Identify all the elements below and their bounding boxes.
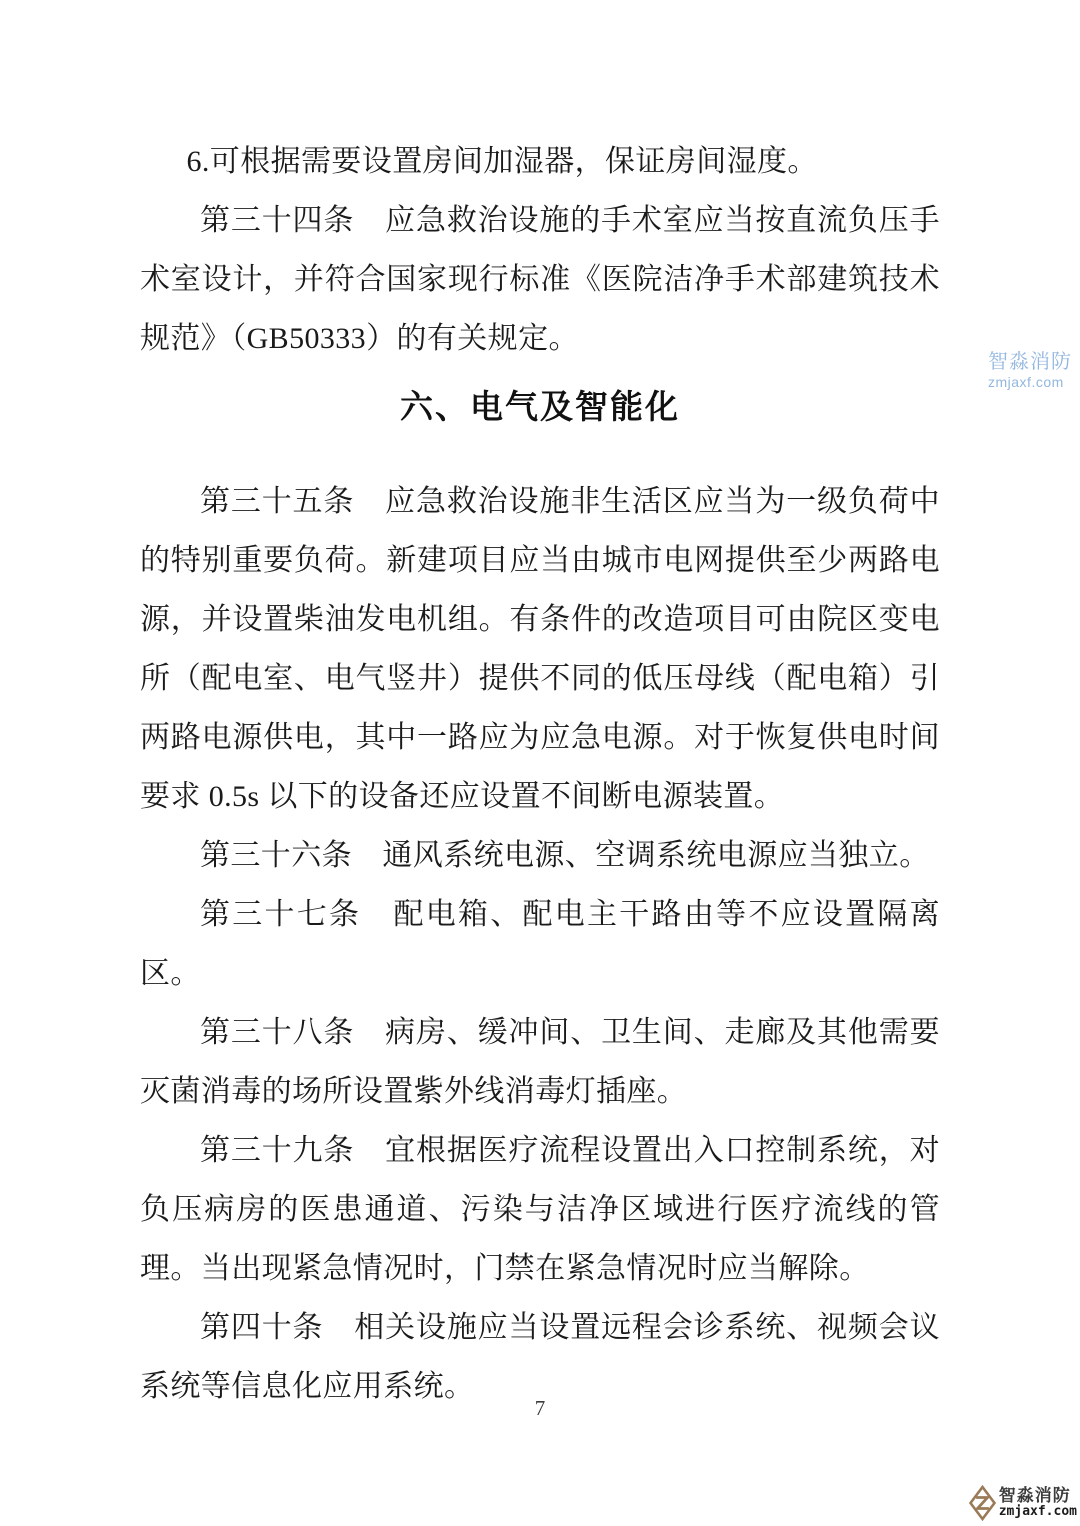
footer-logo [969, 1485, 1077, 1521]
watermark-brand: 智淼消防 [988, 351, 1072, 373]
body-paragraph: 第三十五条 应急救治设施非生活区应当为一级负荷中的特别重要负荷。新建项目应当由城市电网提供至少两路电源，并设置柴油发电机组。有条件的改造项目可由院区变电所（配电室、电气竖井）提供不同的低压母线（配电箱）引两路电源供电，其中一路应为应急电源。对于恢复供电时间要求 0.5s 以下的设备还应设置不间断电源装置。 [140, 485, 940, 813]
watermark [988, 351, 1072, 390]
footer-logo-text [999, 1487, 1077, 1518]
body-paragraph: 6.可根据需要设置房间加湿器，保证房间湿度。 [186, 145, 818, 178]
section-heading: 六、电气及智能化 [400, 388, 680, 425]
body-paragraph: 第三十七条 配电箱、配电主干路由等不应设置隔离区。 [140, 898, 940, 990]
body-paragraph: 第三十九条 宜根据医疗流程设置出入口控制系统，对负压病房的医患通道、污染与洁净区域进行医疗流线的管理。当出现紧急情况时，门禁在紧急情况时应当解除。 [140, 1134, 940, 1285]
brand-name: 智淼消防 [998, 1486, 1071, 1506]
watermark-domain: zmjaxf.com [988, 374, 1064, 390]
page-number: 7 [534, 1396, 546, 1420]
diamond-z-icon [969, 1485, 996, 1521]
body-paragraph: 第三十六条 通风系统电源、空调系统电源应当独立。 [200, 839, 930, 872]
body-paragraph: 第三十八条 病房、缓冲间、卫生间、走廊及其他需要灭菌消毒的场所设置紫外线消毒灯插座。 [140, 1016, 940, 1108]
brand-domain: zmjaxf.com [998, 1504, 1077, 1520]
body-paragraph: 第四十条 相关设施应当设置远程会诊系统、视频会议系统等信息化应用系统。 [140, 1311, 940, 1403]
document-body [140, 132, 940, 1416]
body-paragraph: 第三十四条 应急救治设施的手术室应当按直流负压手术室设计，并符合国家现行标准《医院洁净手术部建筑技术规范》（GB50333）的有关规定。 [140, 204, 940, 355]
